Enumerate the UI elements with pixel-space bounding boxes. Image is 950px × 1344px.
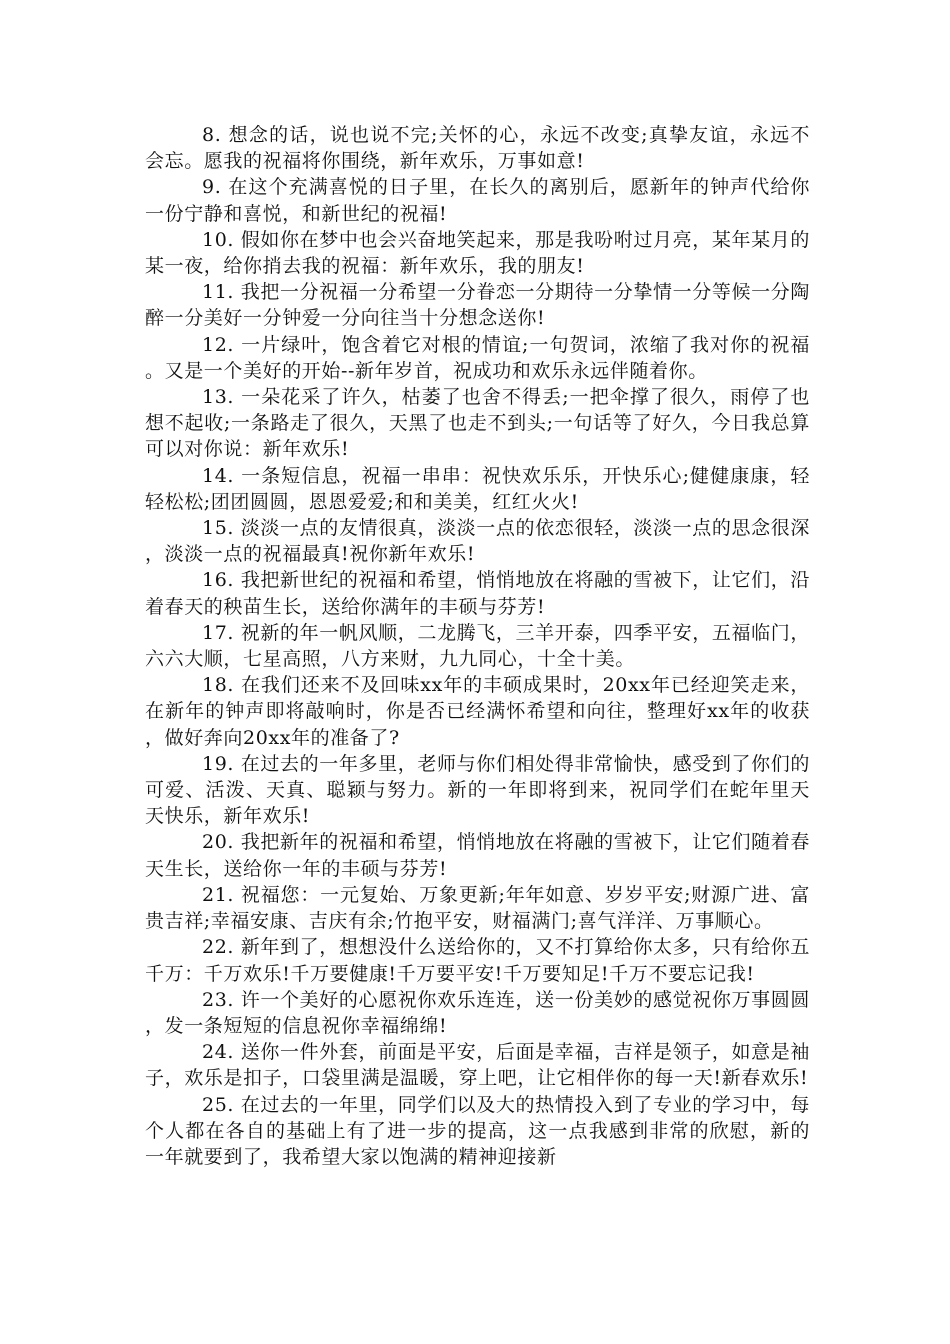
paragraph-22: 22. 新年到了，想想没什么送给你的，又不打算给你太多，只有给你五千万：千万欢乐!千万要健康!千万要平安!千万要知足!千万不要忘记我! <box>145 936 810 985</box>
paragraph-10: 10. 假如你在梦中也会兴奋地笑起来，那是我吩咐过月亮，某年某月的某一夜，给你捎去我的祝福：新年欢乐，我的朋友! <box>145 228 810 278</box>
paragraph-8: 8. 想念的话，说也说不完;关怀的心，永远不改变;真挚友谊，永远不会忘。愿我的祝福将你围绕，新年欢乐，万事如意! <box>145 124 810 173</box>
paragraph-19: 19. 在过去的一年多里，老师与你们相处得非常愉快，感受到了你们的可爱、活泼、天真、聪颖与努力。新的一年即将到来，祝同学们在蛇年里天天快乐，新年欢乐! <box>145 752 810 828</box>
paragraph-9: 9. 在这个充满喜悦的日子里，在长久的离别后，愿新年的钟声代给你一份宁静和喜悦，和新世纪的祝福! <box>145 176 810 225</box>
paragraph-17: 17. 祝新的年一帆风顺，二龙腾飞，三羊开泰，四季平安，五福临门，六六大顺，七星高照，八方来财，九九同心，十全十美。 <box>145 621 810 671</box>
paragraph-15: 15. 淡淡一点的友情很真，淡淡一点的依恋很轻，淡淡一点的思念很深，淡淡一点的祝福最真!祝你新年欢乐! <box>145 517 810 566</box>
paragraph-24: 24. 送你一件外套，前面是平安，后面是幸福，吉祥是领子，如意是袖子，欢乐是扣子，口袋里满是温暖，穿上吧，让它相伴你的每一天!新春欢乐! <box>145 1041 810 1090</box>
paragraph-25: 25. 在过去的一年里，同学们以及大的热情投入到了专业的学习中，每个人都在各自的基础上有了进一步的提高，这一点我感到非常的欣慰，新的一年就要到了，我希望大家以饱满的精神迎接新 <box>145 1093 810 1168</box>
paragraph-18: 18. 在我们还来不及回味xx年的丰硕成果时，20xx年已经迎笑走来，在新年的钟声即将敲响时，你是否已经满怀希望和向往，整理好xx年的收获，做好奔向20xx年的准备了? <box>145 674 810 749</box>
paragraph-20: 20. 我把新年的祝福和希望，悄悄地放在将融的雪被下，让它们随着春天生长，送给你一年的丰硕与芬芳! <box>145 831 810 880</box>
paragraph-11: 11. 我把一分祝福一分希望一分眷恋一分期待一分挚情一分等候一分陶醉一分美好一分钟爱一分向往当十分想念送你! <box>145 281 810 330</box>
paragraph-21: 21. 祝福您：一元复始、万象更新;年年如意、岁岁平安;财源广进、富贵吉祥;幸福安康、吉庆有余;竹抱平安，财福满门;喜气洋洋、万事顺心。 <box>145 883 810 933</box>
paragraph-14: 14. 一条短信息，祝福一串串：祝快欢乐乐，开快乐心;健健康康，轻轻松松;团团圆圆，恩恩爱爱;和和美美，红红火火! <box>145 464 810 513</box>
document-body <box>145 122 810 1170</box>
paragraph-13: 13. 一朵花采了许久，枯萎了也舍不得丢;一把伞撑了很久，雨停了也想不起收;一条路走了很久，天黑了也走不到头;一句话等了好久，今日我总算可以对你说：新年欢乐! <box>145 386 810 461</box>
paragraph-23: 23. 许一个美好的心愿祝你欢乐连连，送一份美妙的感觉祝你万事圆圆，发一条短短的信息祝你幸福绵绵! <box>145 988 810 1037</box>
paragraph-12: 12. 一片绿叶，饱含着它对根的情谊;一句贺词，浓缩了我对你的祝福。又是一个美好的开始--新年岁首，祝成功和欢乐永远伴随着你。 <box>145 333 810 382</box>
paragraph-16: 16. 我把新世纪的祝福和希望，悄悄地放在将融的雪被下，让它们，沿着春天的秧苗生长，送给你满年的丰硕与芬芳! <box>145 569 810 618</box>
